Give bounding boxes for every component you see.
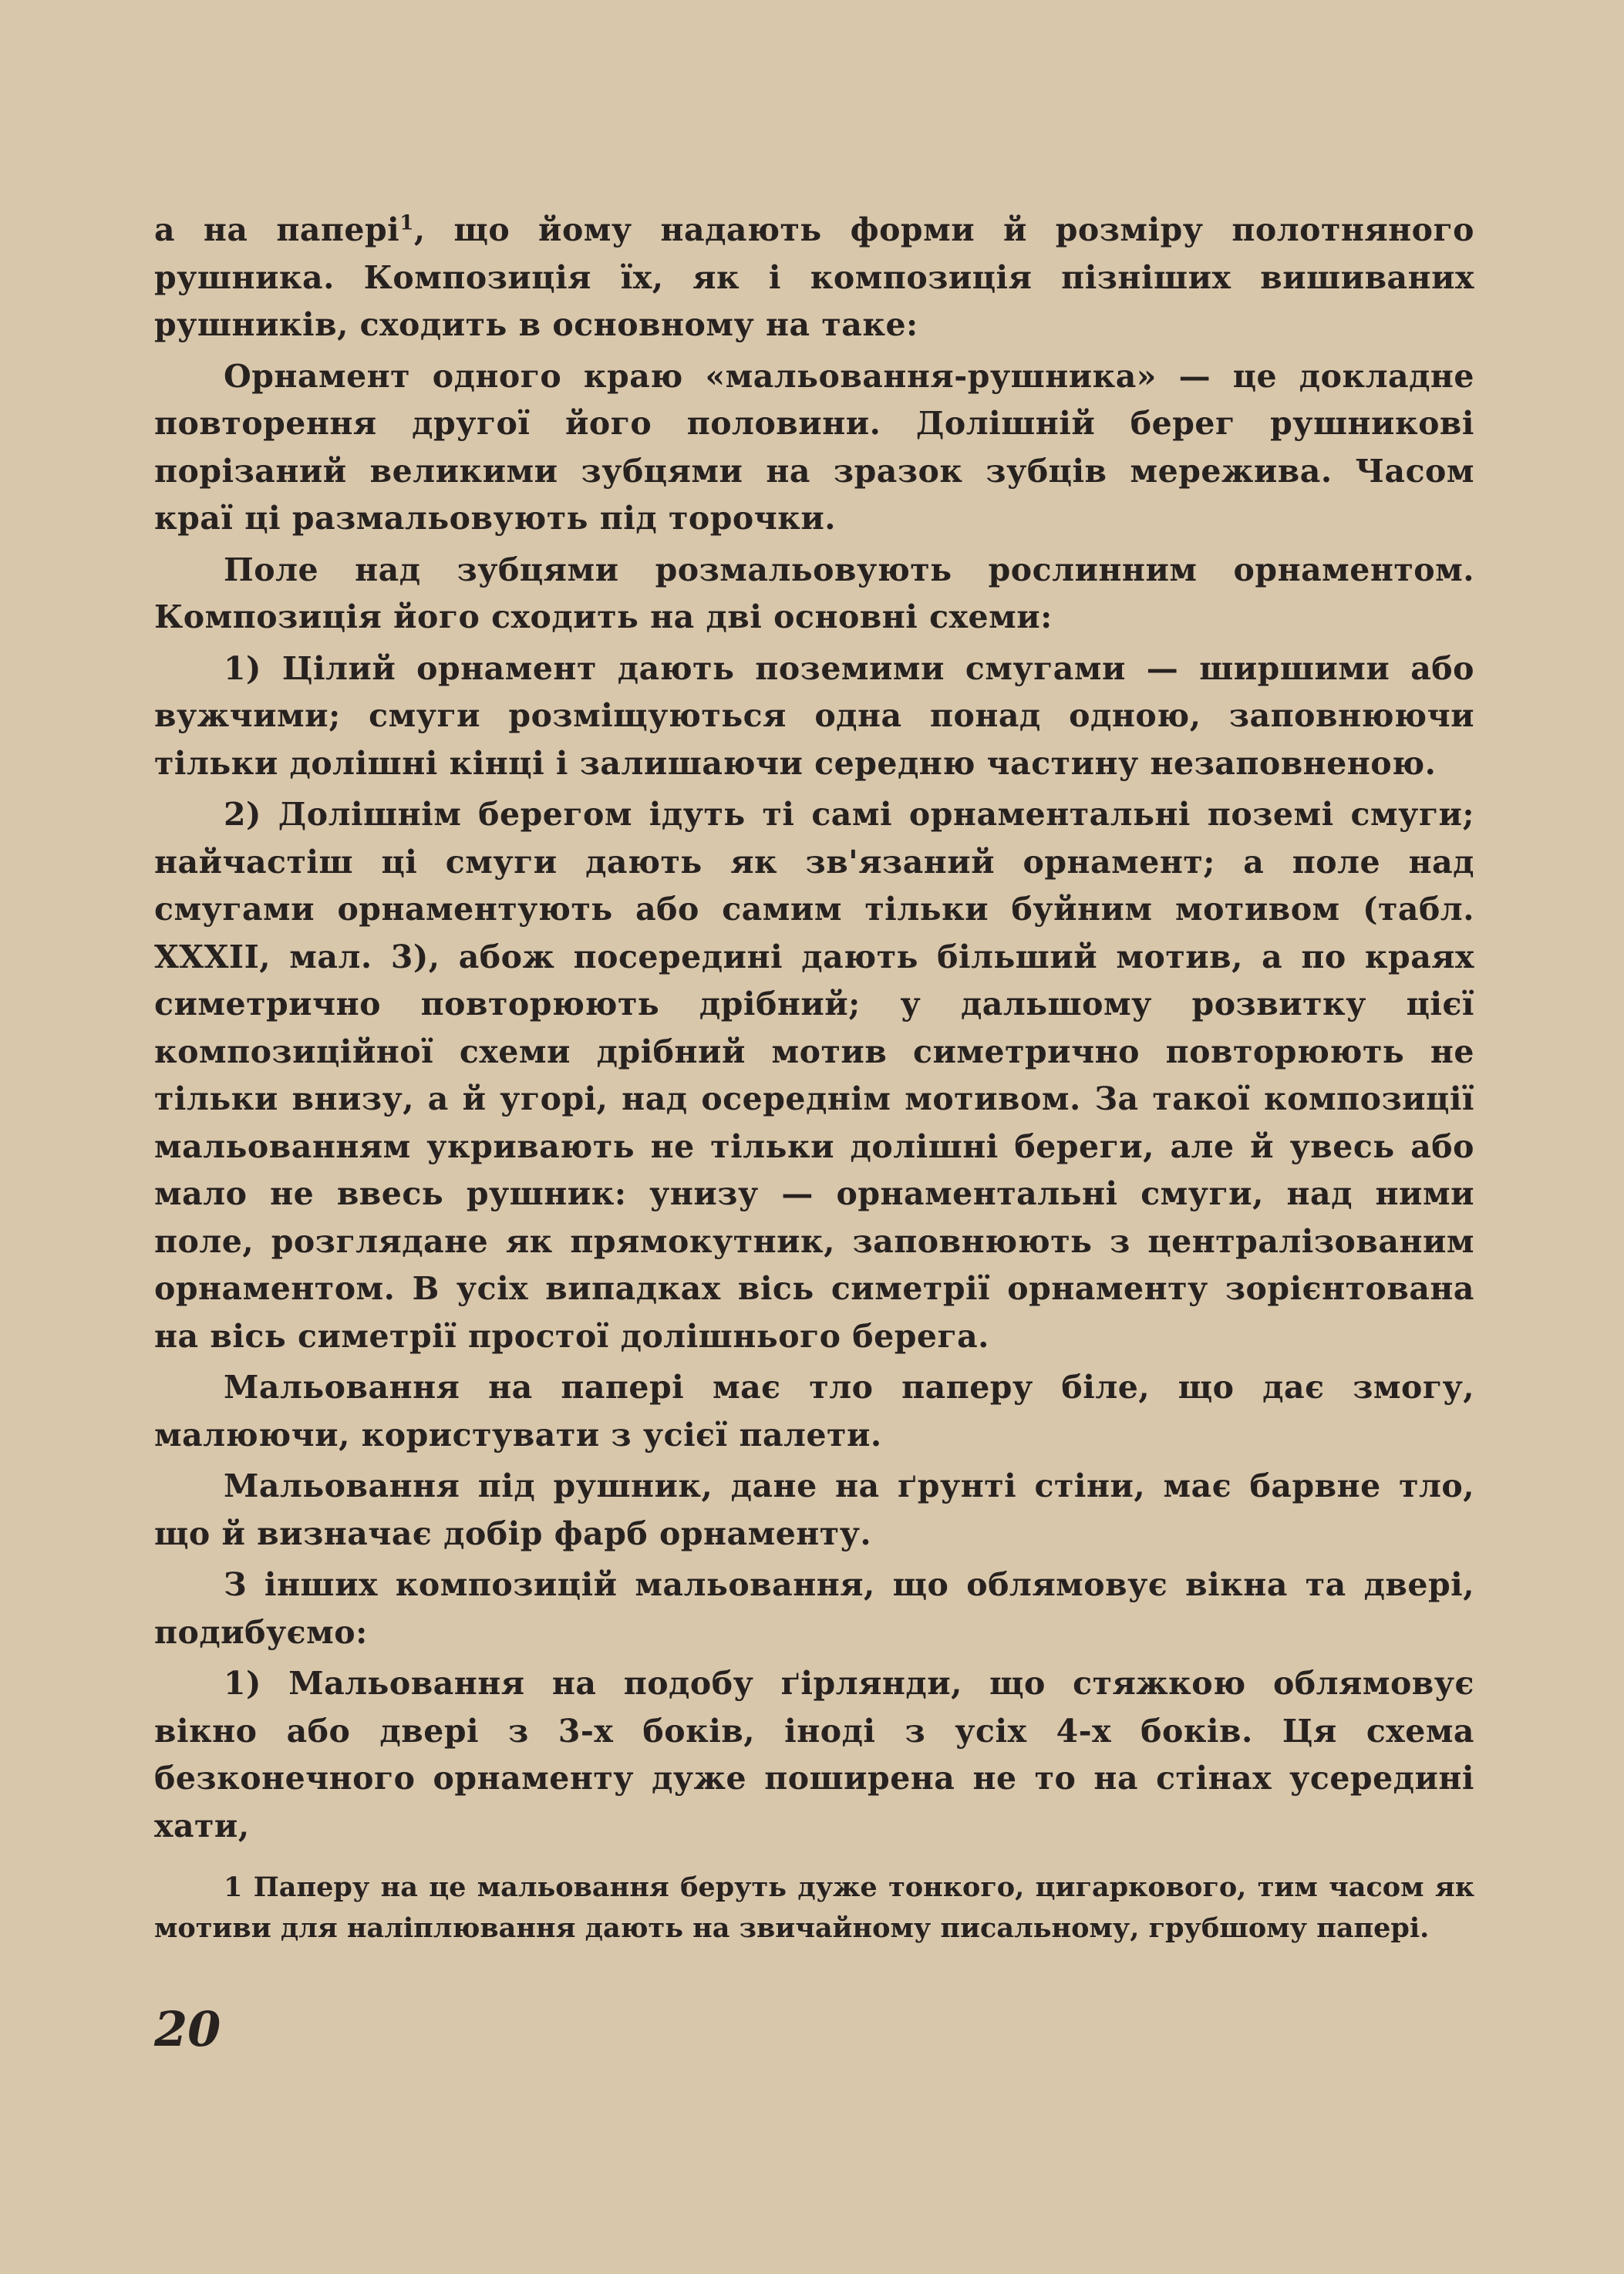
page-text	[154, 207, 1474, 1976]
paragraph-4: 1) Цілий орнамент дають поземими смугами — ширшими або вужчими; смуги розміщуються одна понад одною, заповнюючи тільки долішні кінці і залишаючи середню частину незаповненою.	[154, 649, 1474, 782]
footnote	[154, 1867, 1474, 1949]
paragraph-2: Орнамент одного краю «мальовання-рушника» — це докладне повторення другої його половини. Долішній берег рушникові порізаний великими зубцями на зразок зубців мережива. Часом краї ці размальовують під торочки.	[154, 357, 1474, 537]
paragraph-3: Поле над зубцями розмальовують рослинним орнаментом. Композиція його сходить на дві основні схеми:	[154, 551, 1474, 635]
paragraph-5: 2) Долішнім берегом ідуть ті самі орнаментальні поземі смуги; найчастіш ці смуги дають як зв'язаний орнамент; а поле над смугами орнаментують або самим тільки буйним мотивом (табл. XXXII, мал. 3), абож посередині дають більший мотив, а по краях симетрично повторюють дрібний; у дальшому розвитку цієї композиційної схеми дрібний мотив симетрично повторюють не тільки внизу, а й угорі, над осереднім мотивом. За такої композиції мальованням укривають не тільки долішні береги, але й увесь або мало не ввесь рушник: унизу — орнаментальні смуги, над ними поле, розглядане як прямокутник, заповнюють з централізованим орнаментом. В усіх випадках вісь симетрії орнаменту зорієнтована на вісь симетрії простої долішнього берега.	[154, 796, 1474, 1355]
paragraph-9: 1) Мальовання на подобу ґірлянди, що стяжкою облямовує вікно або двері з 3-х боків, іноді з усіх 4-х боків. Ця схема безконечного орнаменту дуже поширена не то на стінах усередині хати,	[154, 1665, 1474, 1844]
paragraph-6: Мальовання на папері має тло паперу біле, що дає змогу, малюючи, користувати з усієї палети.	[154, 1369, 1474, 1454]
footnote-marker: 1	[224, 1871, 243, 1903]
paragraph-7: Мальовання під рушник, дане на ґрунті стіни, має барвне тло, що й визначає добір фарб орнаменту.	[154, 1467, 1474, 1552]
paragraph-1	[154, 207, 1474, 349]
page-number: 20	[154, 2001, 221, 2057]
paragraph-8: З інших композицій мальовання, що облямовує вікна та двері, подибуємо:	[154, 1566, 1474, 1651]
footnote-text: Паперу на це мальовання беруть дуже тонкого, цигаркового, тим часом як мотиви для наліплювання дають на звичайному писальному, грубшому папері.	[154, 1871, 1475, 1944]
footnote-reference: 1	[399, 211, 414, 235]
paragraph-1-rest: , що йому надають форми й розміру полотняного рушника. Композиція їх, як і композиція пізніших вишиваних рушників, сходить в основному на таке:	[154, 211, 1475, 343]
paragraph-1-start: а на папері	[154, 211, 400, 248]
